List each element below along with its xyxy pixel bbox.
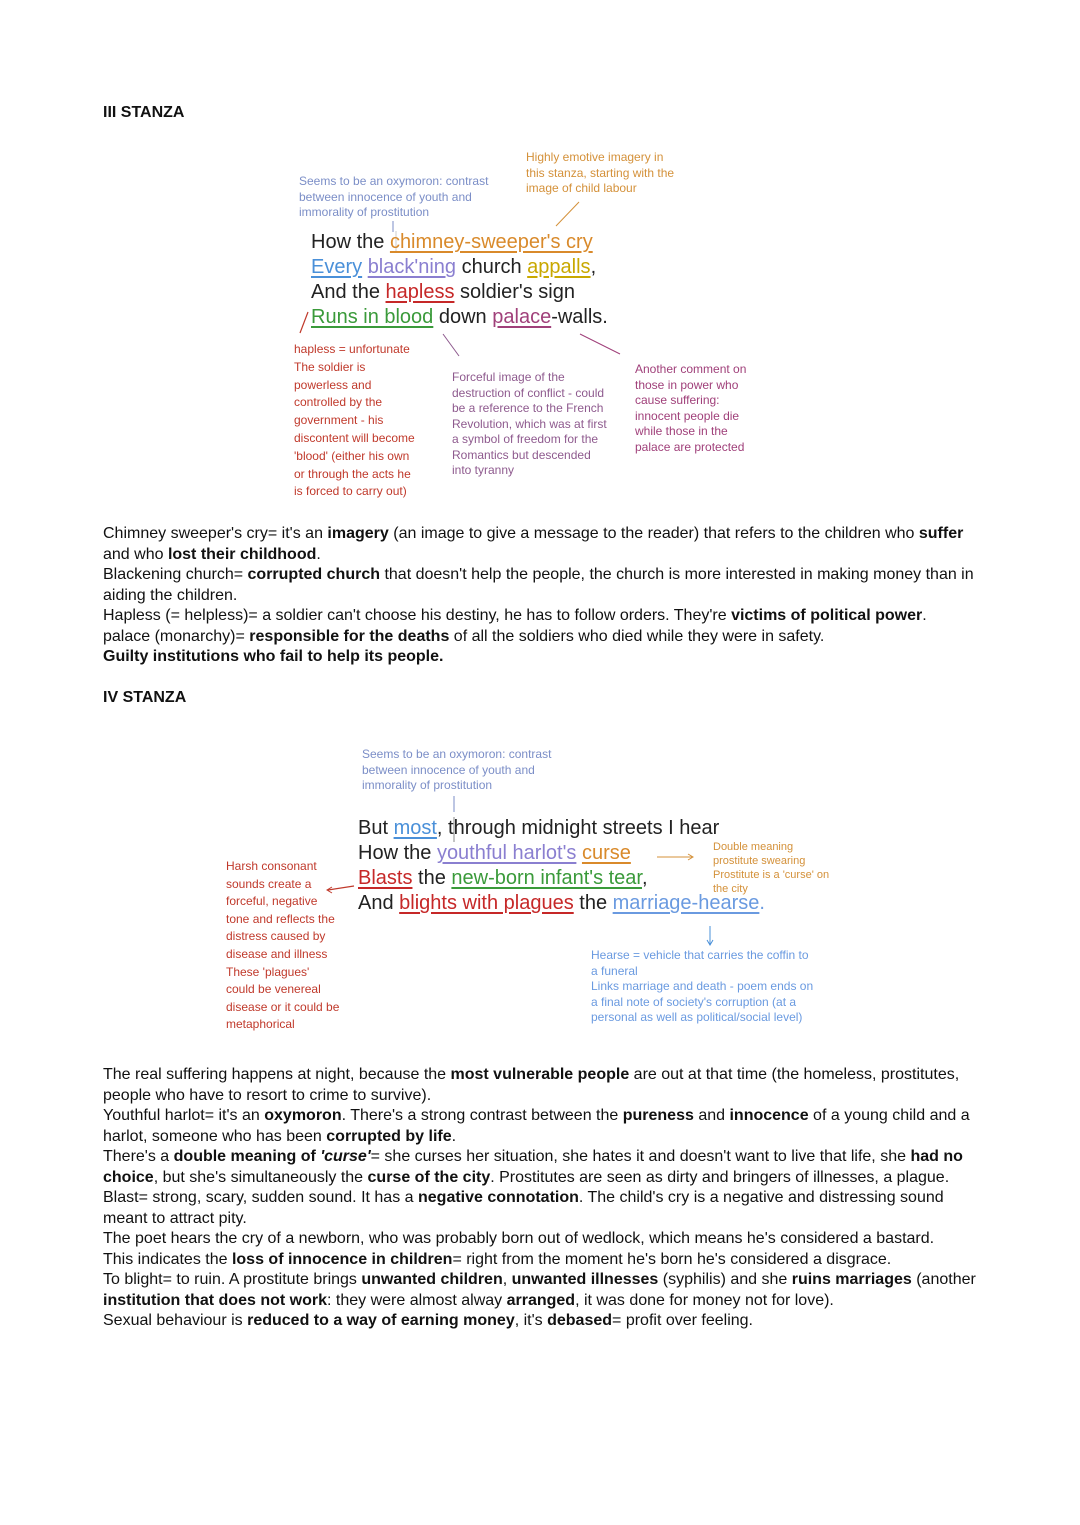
- highlight-every: Every: [311, 256, 363, 278]
- bold-text: suffer: [918, 525, 964, 542]
- poem-text: ,: [590, 256, 597, 278]
- bold-text: ruins marriages: [791, 1271, 912, 1288]
- arrow-emotive: [556, 202, 579, 226]
- text: .: [451, 1127, 457, 1145]
- note-line: Highly emotive imagery in: [526, 150, 664, 164]
- bold-text: double meaning of: [173, 1148, 321, 1165]
- highlight-chimney-sweeper: chimney-sweeper's cry: [389, 231, 593, 253]
- note-double-meaning: [713, 840, 863, 896]
- explanation-paragraph: [103, 647, 983, 668]
- text: . Prostitutes are seen as dirty and bringers of illnesses, a plague.: [490, 1168, 950, 1186]
- bold-text: corrupted by life: [326, 1127, 452, 1145]
- note-line: discontent will become: [294, 430, 415, 445]
- note-line: disease and illness: [226, 946, 328, 961]
- bold-text: corrupted church: [247, 566, 380, 583]
- note-line: distress caused by: [226, 929, 326, 944]
- explanation-paragraph: [103, 606, 983, 627]
- bold-text: negative connotation: [418, 1189, 579, 1206]
- bold-text: Guilty institutions who fail to help its people.: [103, 648, 444, 665]
- text: .: [316, 545, 321, 563]
- stanza-3-poem: [311, 230, 671, 330]
- text: To blight= to ruin. A prostitute brings: [103, 1271, 362, 1288]
- arrow-hapless: [300, 312, 308, 333]
- poem-text: , through midnight streets I hear: [436, 817, 720, 839]
- highlight-new-born-infant: new-born infant's tear: [451, 867, 642, 889]
- note-line: this stanza, starting with the: [526, 165, 675, 180]
- poem-line-1: [358, 816, 798, 841]
- text: that doesn't help the people, the church is more interested in making money than in aiding the children.: [103, 566, 974, 604]
- text: = profit over feeling.: [612, 1312, 753, 1329]
- explanation-paragraph: [103, 627, 983, 648]
- poem-text: How the: [311, 231, 390, 253]
- note-line: disease or it could be: [226, 999, 340, 1014]
- bold-text: unwanted children: [361, 1271, 503, 1288]
- bold-text: most vulnerable people: [450, 1066, 630, 1083]
- bold-text: imagery: [327, 525, 389, 542]
- note-line: palace are protected: [635, 439, 745, 454]
- text: Hapless (= helpless)= a soldier can't choose his destiny, he has to follow orders. They're: [103, 607, 732, 624]
- note-line: prostitute swearing: [713, 855, 806, 867]
- note-line: could be venereal: [226, 982, 321, 997]
- text: , it was done for money not for love).: [575, 1291, 834, 1309]
- note-line: The soldier is: [294, 359, 366, 374]
- poem-text: the: [573, 892, 613, 914]
- text: = right from the moment he's born he's considered a disgrace.: [452, 1250, 892, 1268]
- text: and: [693, 1107, 730, 1124]
- text: , but she's simultaneously the: [153, 1168, 368, 1186]
- bold-text: loss of innocence in children: [231, 1250, 453, 1268]
- bold-italic-text: 'curse': [320, 1148, 371, 1165]
- text: (an image to give a message to the reader) that refers to the children who: [388, 525, 919, 542]
- text: palace (monarchy)=: [103, 627, 250, 645]
- text: ,: [502, 1271, 512, 1288]
- note-line: personal as well as political/social level): [591, 1010, 803, 1024]
- note-line: a funeral: [591, 963, 638, 978]
- note-line: Hearse = vehicle that carries the coffin to: [591, 948, 809, 962]
- arrow-forceful: [443, 334, 459, 356]
- text: There's a: [103, 1148, 174, 1165]
- highlight-curse: curse: [581, 842, 631, 864]
- note-line: These 'plagues': [226, 964, 310, 979]
- text: (syphilis) and she: [658, 1271, 792, 1288]
- highlight-runs-in-blood: Runs in blood: [311, 306, 434, 328]
- stanza-3-heading: III STANZA: [103, 104, 185, 121]
- explanation-paragraph: [103, 1250, 983, 1271]
- poem-text: And: [358, 892, 400, 914]
- bold-text: reduced to a way of earning money: [247, 1312, 515, 1329]
- note-line: destruction of conflict - could: [452, 385, 605, 400]
- highlight-most: most: [393, 817, 437, 839]
- explanation-paragraph: [103, 1106, 983, 1147]
- bold-text: curse of the city: [367, 1168, 491, 1186]
- highlight-hapless: hapless: [385, 281, 455, 303]
- note-hearse: [591, 948, 851, 1026]
- highlight-palace: palace: [492, 306, 552, 328]
- highlight-blackning: black'ning: [367, 256, 457, 278]
- text: (another: [911, 1271, 976, 1288]
- bold-text: arranged: [506, 1291, 576, 1309]
- note-line: a final note of society's corruption (at a: [591, 994, 797, 1009]
- explanation-paragraph: [103, 1270, 983, 1311]
- text: Sexual behaviour is: [103, 1312, 248, 1329]
- note-line: Seems to be an oxymoron: contrast: [362, 747, 552, 761]
- poem-line-2: [311, 255, 671, 280]
- bold-text: oxymoron: [264, 1107, 342, 1124]
- bold-text: lost their childhood: [167, 545, 317, 563]
- text: of a young child and a harlot, someone who has been: [103, 1107, 970, 1145]
- poem-text: the: [412, 867, 452, 889]
- text: Blackening church=: [103, 566, 248, 583]
- note-line: immorality of prostitution: [299, 205, 430, 219]
- poem-line-4: [311, 305, 671, 330]
- note-line: Romantics but descended: [452, 447, 591, 462]
- note-line: powerless and: [294, 377, 372, 392]
- note-line: Harsh consonant: [226, 859, 317, 873]
- note-line: metaphorical: [226, 1017, 295, 1032]
- note-line: Forceful image of the: [452, 370, 565, 384]
- note-power: [635, 362, 775, 455]
- note-line: Double meaning: [713, 841, 794, 853]
- bold-text: had no choice: [103, 1148, 963, 1186]
- text: , it's: [514, 1312, 548, 1329]
- bold-text: victims of political power: [731, 607, 923, 624]
- highlight-marriage-hearse: marriage-hearse: [612, 892, 760, 914]
- note-line: image of child labour: [526, 181, 637, 195]
- note-line: Prostitute is a 'curse' on: [713, 869, 830, 881]
- explanation-paragraph: [103, 1147, 983, 1188]
- poem-text: -walls.: [551, 306, 608, 328]
- text: Youthful harlot= it's an: [103, 1107, 265, 1124]
- note-line: controlled by the: [294, 395, 383, 410]
- poem-text: soldier's sign: [454, 281, 575, 303]
- note-line: cause suffering:: [635, 393, 720, 407]
- note-line: immorality of prostitution: [362, 778, 493, 792]
- text: .: [922, 607, 927, 624]
- note-line: forceful, negative: [226, 894, 318, 909]
- text: = she curses her situation, she hates it and doesn't want to live that life, she: [370, 1148, 911, 1165]
- explanation-paragraph: [103, 1065, 983, 1106]
- stanza-4-heading: IV STANZA: [103, 689, 187, 706]
- note-line: while those in the: [635, 424, 728, 438]
- note-line: sounds create a: [226, 876, 312, 891]
- note-line: Another comment on: [635, 362, 747, 376]
- note-line: Seems to be an oxymoron: contrast: [299, 174, 489, 188]
- note-line: into tyranny: [452, 463, 515, 477]
- poem-text: And the: [311, 281, 386, 303]
- explanation-paragraph: [103, 524, 983, 565]
- poem-line-1: [311, 230, 671, 255]
- highlight-blasts: Blasts: [358, 867, 413, 889]
- explanation-paragraph: [103, 1311, 983, 1332]
- note-line: is forced to carry out): [294, 484, 407, 499]
- poem-text: down: [433, 306, 493, 328]
- text: Chimney sweeper's cry= it's an: [103, 525, 328, 542]
- poem-text: church: [456, 256, 528, 278]
- highlight-youthful-harlots: youthful harlot's: [436, 842, 577, 864]
- text: and who: [103, 545, 168, 563]
- bold-text: innocence: [729, 1107, 809, 1124]
- highlight-blights: blights with plagues: [399, 892, 574, 914]
- stanza-4-explanation: [103, 1065, 983, 1332]
- note-hapless: [294, 341, 444, 501]
- text: : they were almost alway: [326, 1291, 507, 1309]
- text: . The child's cry is a negative and distressing sound meant to attract pity.: [103, 1189, 944, 1227]
- bold-text: debased: [547, 1312, 613, 1329]
- note-line: innocent people die: [635, 408, 740, 423]
- poem-text: ,: [642, 867, 648, 889]
- note-oxymoron-4: [362, 747, 592, 794]
- note-harsh: [226, 858, 366, 1034]
- text: Blast= strong, scary, sudden sound. It has a: [103, 1189, 418, 1206]
- note-line: between innocence of youth and: [362, 762, 535, 777]
- explanation-paragraph: The poet hears the cry of a newborn, who was probably born out of wedlock, which means he's considered a bastard.: [103, 1230, 935, 1247]
- poem-text: But: [358, 817, 394, 839]
- note-line: hapless = unfortunate: [294, 342, 410, 356]
- note-line: Links marriage and death - poem ends on: [591, 979, 814, 993]
- note-line: government - his: [294, 413, 384, 428]
- poem-text: .: [759, 892, 765, 914]
- bold-text: pureness: [622, 1107, 694, 1124]
- explanation-paragraph: [103, 1188, 983, 1229]
- note-line: Revolution, which was at first: [452, 416, 607, 431]
- stanza-3-explanation: [103, 524, 983, 668]
- note-line: the city: [713, 883, 748, 895]
- note-oxymoron-3: [299, 174, 529, 221]
- arrow-hearse-head: [707, 940, 713, 945]
- note-line: or through the acts he: [294, 466, 411, 481]
- text: This indicates the: [103, 1250, 232, 1268]
- note-line: tone and reflects the: [226, 911, 335, 926]
- note-line: be a reference to the French: [452, 401, 604, 415]
- note-line: a symbol of freedom for the: [452, 432, 599, 446]
- text: are out at that time (the homeless, prostitutes, people who have to resort to crime to survive).: [103, 1066, 960, 1104]
- poem-line-3: [311, 280, 671, 305]
- highlight-appalls: appalls: [527, 256, 591, 278]
- bold-text: institution that does not work: [103, 1291, 327, 1309]
- text: The real suffering happens at night, because the: [103, 1066, 451, 1083]
- note-line: those in power who: [635, 377, 739, 392]
- explanation-paragraph: [103, 565, 983, 606]
- note-line: between innocence of youth and: [299, 189, 472, 204]
- arrow-power: [580, 334, 620, 354]
- note-emotive: [526, 150, 716, 197]
- poem-text: How the: [358, 842, 437, 864]
- bold-text: unwanted illnesses: [511, 1271, 659, 1288]
- note-forceful: [452, 370, 632, 479]
- note-line: 'blood' (either his own: [294, 448, 410, 463]
- text: of all the soldiers who died while they were in safety.: [449, 627, 825, 645]
- bold-text: responsible for the deaths: [249, 627, 450, 645]
- text: . There's a strong contrast between the: [341, 1107, 623, 1124]
